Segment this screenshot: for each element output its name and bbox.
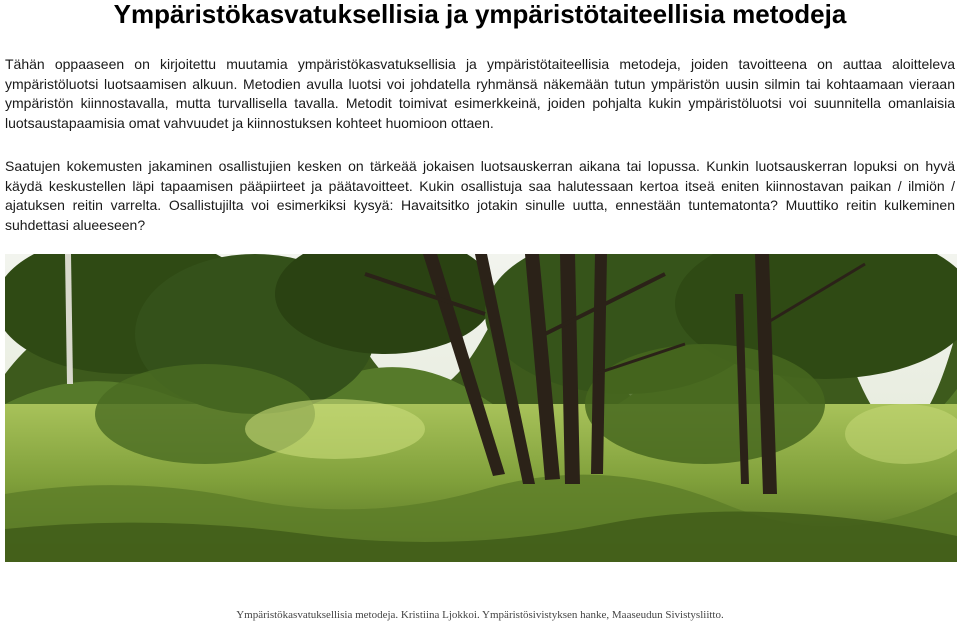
page-title: Ympäristökasvatuksellisia ja ympäristötaiteellisia metodeja xyxy=(113,0,847,29)
meadow-trees-illustration xyxy=(5,254,957,562)
footer-credit: Ympäristökasvatuksellisia metodeja. Kristiina Ljokkoi. Ympäristösivistyksen hanke, Maaseudun Sivistysliitto. xyxy=(236,609,724,621)
intro-paragraph: Tähän oppaaseen on kirjoitettu muutamia ympäristökasvatuksellisia ja ympäristötaiteellisia metodeja, joiden tavoitteena on auttaa aloitteleva ympäristöluotsi luotsaamisen alkuun. Metodien avulla luotsi voi johdatella ryhmänsä näkemään tutun ympäristön uusin silmin tai kohtaamaan vieraan ympäristön kiinnostavalla, mutta turvallisella tavalla. Metodit toimivat esimerkkeinä, joiden pohjalta kukin ympäristöluotsi voi suunnitella omanlaisia luotsaustapaamisia omat vahvuudet ja kiinnostuksen kohteet huomioon ottaen. xyxy=(5,56,955,131)
nature-photo xyxy=(5,254,957,562)
sharing-paragraph: Saatujen kokemusten jakaminen osallistujien kesken on tärkeää jokaisen luotsauskerran aikana tai lopussa. Kunkin luotsauskerran lopuksi on hyvä käydä keskustellen läpi tapaamisen pääpiirteet ja päätavoitteet. Kukin osallistuja saa halutessaan kertoa itseä eniten kiinnostavan paikan / ilmiön / ajatuksen reitin varrelta. Osallistujilta voi esimerkiksi kysyä: Havaitsitko jotakin sinulle uutta, ennestään tuntematonta? Muuttiko reitin kulkeminen suhdettasi alueeseen? xyxy=(5,158,955,233)
